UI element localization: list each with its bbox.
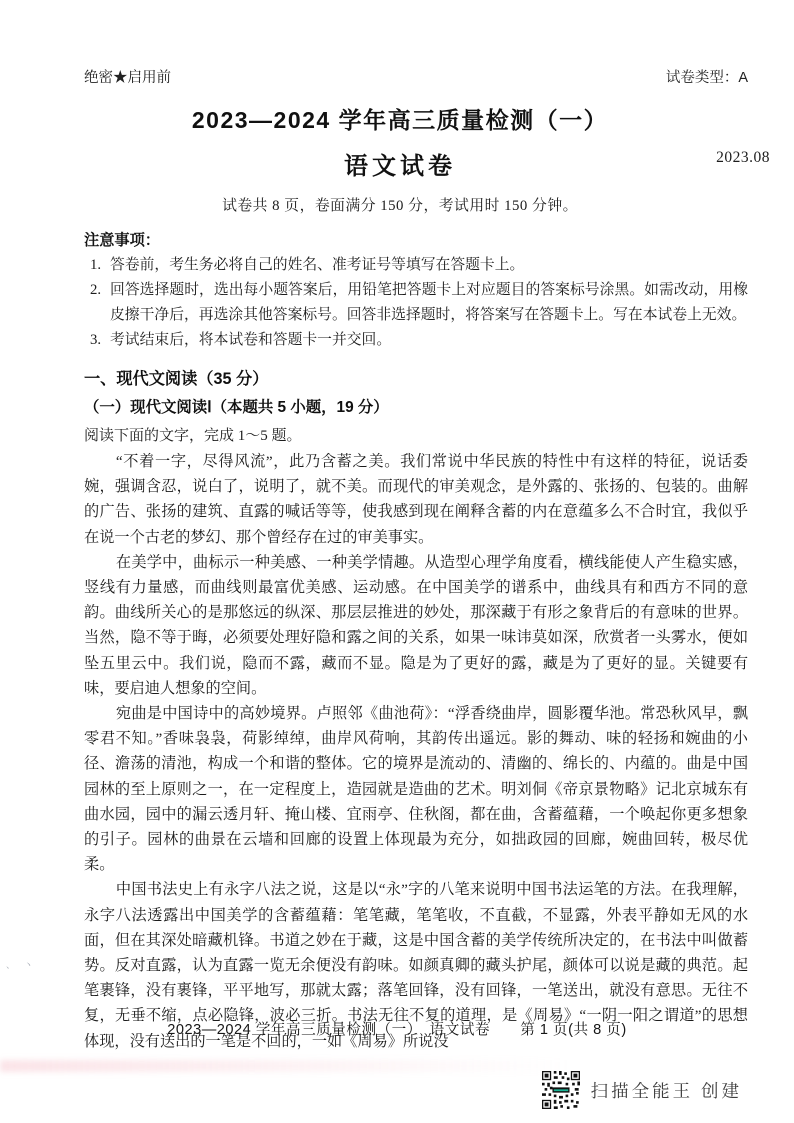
exam-title: 2023—2024 学年高三质量检测（一） (191, 107, 609, 133)
notice-item-number: 3. (90, 332, 102, 348)
section-heading-modern-reading: 一、现代文阅读（35 分） (84, 370, 269, 388)
subject-title: 语文试卷 (344, 153, 456, 180)
notice-item-text: 考试结束后，将本试卷和答题卡一并交回。 (110, 332, 392, 348)
scan-smudge (0, 1060, 570, 1072)
passage-paragraph: “不着一字，尽得风流”，此乃含蓄之美。我们常说中华民族的特性中有这样的特征，说话委婉，强调含忍，说白了，说明了，就不美。而现代的审美观念，是外露的、张扬的、包装的。曲解的广告、张扬的建筑、直露的喊话等等，使我感到现在阐释含蓄的内在意蕴多么不合时宜，我似乎在说一个古老的梦幻、那个曾经存在过的审美事实。 (84, 453, 748, 546)
scanner-watermark (542, 1071, 742, 1109)
reading-section (84, 366, 748, 1054)
notice-heading: 注意事项： (84, 232, 160, 249)
notice-item-number: 1. (90, 257, 102, 273)
paper-type-label: 试卷类型：A (665, 70, 748, 86)
qr-code-icon (542, 1071, 580, 1109)
subsection-heading-reading-one: （一）现代文阅读Ⅰ（本题共 5 小题，19 分） (84, 399, 389, 416)
passage-paragraph: 在美学中，曲标示一种美感、一种美学情趣。从造型心理学角度看，横线能使人产生稳实感，竖线有力量感，而曲线则最富优美感、运动感。在中国美学的谱系中，曲线具有和西方不同的意韵。曲线所关心的是那悠远的纵深、那层层推进的妙处，那深藏于有形之象背后的有意味的世界。当然，隐不等于晦，必须要处理好隐和露之间的关系，如果一味讳莫如深，欣赏者一头雾水，便如坠五里云中。我们说，隐而不露，藏而不显。隐是为了更好的露，藏是为了更好的显。关键要有味，要启迪人想象的空间。 (84, 553, 748, 697)
paper-meta-row (84, 66, 748, 87)
notice-item-number: 2. (90, 282, 102, 298)
scanner-credit-text: 扫描全能王 创建 (590, 1080, 742, 1101)
exam-info-line: 试卷共 8 页，卷面满分 150 分，考试用时 150 分钟。 (222, 198, 578, 214)
scan-artifact-marks: 、丶 (6, 960, 43, 970)
notice-item (84, 278, 748, 328)
notice-item-text: 回答选择题时，选出每小题答案后，用铅笔把答题卡上对应题目的答案标号涂黑。如需改动，用橡皮擦干净后，再选涂其他答案标号。回答非选择题时，将答案写在答题卡上。写在本试卷上无效。 (110, 282, 748, 323)
exam-date: 2023.08 (716, 149, 770, 166)
reading-passage (84, 449, 748, 1054)
notice-item (84, 328, 748, 353)
notice-section (84, 229, 748, 353)
security-label: 绝密★启用前 (84, 70, 171, 86)
passage-paragraph: 宛曲是中国诗中的高妙境界。卢照邻《曲池荷》：“浮香绕曲岸，圆影覆华池。常恐秋风早，飘零君不知。”香味袅袅，荷影绰绰，曲岸风荷响，其韵传出遥远。影的舞动、味的轻扬和婉曲的小径、澹荡的清池，构成一个和谐的整体。它的境界是流动的、清幽的、绵长的、内蕴的。曲是中国园林的至上原则之一，在一定程度上，造园就是造曲的艺术。明刘侗《帝京景物略》记北京城东有曲水园，园中的漏云透月轩、掩山楼、宜雨亭、住秋阁，都在曲，含蓄蕴藉，一个唤起你更多想象的引子。园林的曲景在云墙和回廊的设置上体现最为充分，如拙政园的回廊，婉曲回转，极尽优柔。 (84, 705, 748, 874)
reading-instruction: 阅读下面的文字，完成 1～5 题。 (84, 428, 302, 444)
page-footer: 2023—2024 学年高三质量检测（一） 语文试卷 第 1 页(共 8 页) (167, 1022, 627, 1038)
notice-item (84, 253, 748, 278)
passage-paragraph: 中国书法史上有永字八法之说，这是以“永”字的八笔来说明中国书法运笔的方法。在我理解，永字八法透露出中国美学的含蓄蕴藉：笔笔藏，笔笔收，不直截，不显露，外表平静如无风的水面，但在其深处暗藏机锋。书道之妙在于藏，这是中国含蓄的美学传统所决定的，在书法中叫做蓄势。反对直露，认为直露一览无余便没有韵味。如颜真卿的藏头护尾，颜体可以说是藏的典范。起笔裹锋，没有裹锋，平平地写，那就太露；落笔回锋，没有回锋，一笔送出，就没有意思。无往不复，无垂不缩，点必隐锋，波必三折。书法无往不复的道理，是《周易》“一阴一阳之谓道”的思想体现，没有送出的一笔是不回的，一如《周易》所说没 (84, 881, 748, 1050)
notice-item-text: 答卷前，考生务必将自己的姓名、准考证号等填写在答题卡上。 (110, 257, 525, 273)
